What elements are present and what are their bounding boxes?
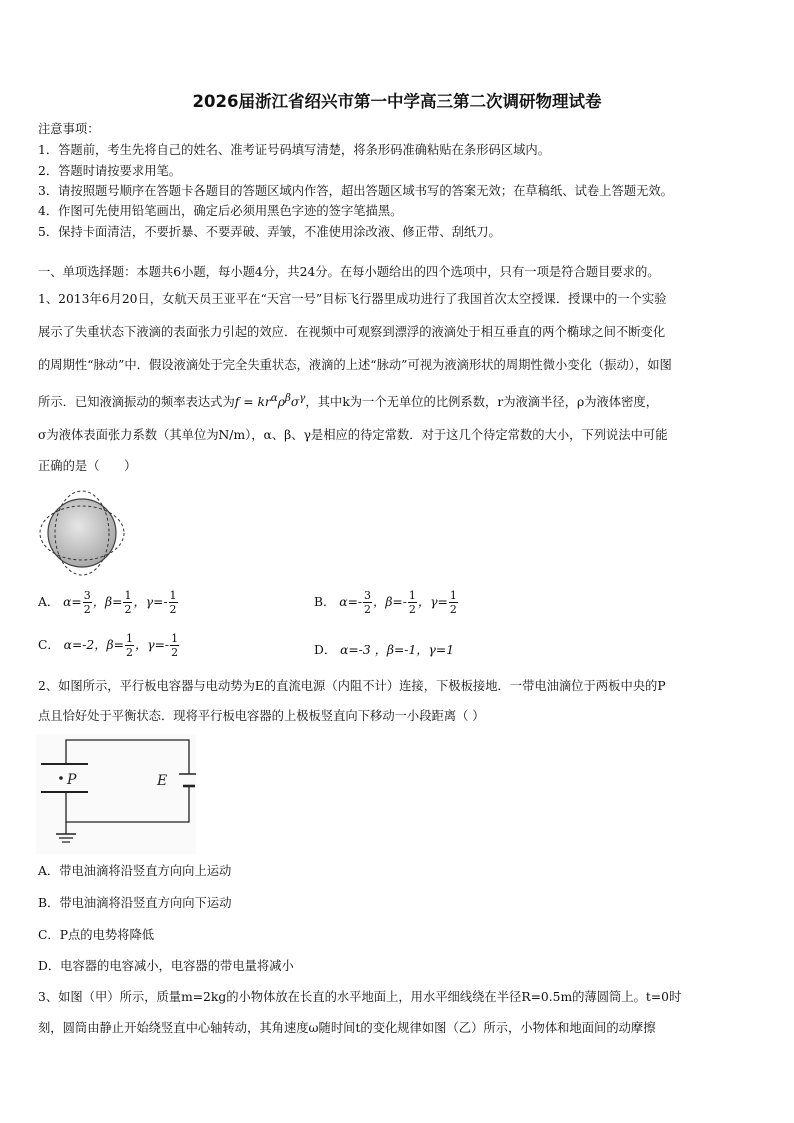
denominator: 2 [125, 646, 133, 659]
label-e: E [157, 773, 168, 789]
capacitor-circuit-figure [36, 734, 196, 854]
q3-line: 3、如图（甲）所示，质量m=2kg的小物体放在长直的水平地面上，用水平细线绕在半径R=0.5m的薄圆筒上。t=0时 [38, 990, 682, 1004]
q1-line4-post: ，其中k为一个无单位的比例系数，r为液滴半径，ρ为液体密度， [305, 395, 658, 410]
denominator: 2 [171, 646, 179, 659]
denominator: 2 [83, 603, 91, 616]
option-beta: ，β=- [373, 595, 407, 609]
fraction [83, 589, 92, 616]
q2-option-a: A．带电油滴将沿竖直方向向上运动 [38, 864, 232, 878]
fraction [170, 632, 179, 659]
numerator: 1 [449, 589, 457, 602]
denominator: 2 [364, 603, 372, 616]
q2-line: 2、如图所示，平行板电容器与电动势为E的直流电源（内阻不计）连接，下极板接地．一带电油滴位于两板中央的P [38, 679, 666, 693]
q1-line-formula [38, 389, 758, 411]
option-letter: B． [314, 595, 336, 609]
fraction [125, 632, 134, 659]
option-letter: A． [38, 595, 60, 609]
numerator: 1 [169, 589, 177, 602]
q2-option-d: D．电容器的电容减小，电容器的带电量将减小 [38, 959, 294, 973]
page-title: 2026届浙江省绍兴市第一中学高三第二次调研物理试卷 [192, 92, 602, 111]
formula-exp-alpha: α [270, 392, 278, 404]
option-letter: D． [314, 643, 337, 657]
notice-item: 3．请按照题号顺序在答题卡各题目的答题区域内作答，超出答题区域书写的答案无效；在草稿纸、试卷上答题无效。 [38, 184, 673, 198]
fraction [363, 589, 372, 616]
numerator: 3 [364, 589, 372, 602]
formula-f: f = kr [234, 395, 271, 410]
fraction [169, 589, 178, 616]
q1-line: 正确的是（ ） [38, 459, 137, 473]
fraction [408, 589, 417, 616]
numerator: 1 [125, 632, 133, 645]
option-beta: β= [106, 638, 124, 652]
option-alpha: α= [63, 595, 82, 609]
notice-item: 4．作图可先使用铅笔画出，确定后必须用黑色字迹的签字笔描黑。 [38, 204, 403, 218]
q1-option-a [38, 589, 179, 616]
numerator: 1 [124, 589, 132, 602]
formula-sigma: σ [290, 395, 300, 410]
q1-line: σ为液体表面张力系数（其单位为N/m），α、β、γ是相应的待定常数．对于这几个待定常数的大小，下列说法中可能 [38, 428, 668, 442]
q1-option-c [38, 632, 180, 659]
q3-line: 刻，圆筒由静止开始绕竖直中心轴转动，其角速度ω随时间t的变化规律如图（乙）所示，小物体和地面间的动摩擦 [38, 1021, 656, 1035]
fraction [449, 589, 458, 616]
notice-item: 1．答题前，考生先将自己的姓名、准考证号码填写清楚，将条形码准确粘贴在条形码区域内。 [38, 143, 550, 157]
numerator: 1 [408, 589, 416, 602]
droplet-figure [36, 487, 128, 579]
q2-option-b: B．带电油滴将沿竖直方向向下运动 [38, 896, 232, 910]
option-text: α=-3 ，β=-1，γ=1 [340, 643, 455, 657]
denominator: 2 [449, 603, 457, 616]
formula-exp-gamma: γ [299, 392, 306, 404]
denominator: 2 [169, 603, 177, 616]
q1-line4-pre: 所示．已知液滴振动的频率表达式为 [38, 395, 235, 410]
droplet-circle [48, 499, 116, 567]
q1-line: 的周期性“脉动”中．假设液滴处于完全失重状态，液滴的上述“脉动”可视为液滴形状的周期性微小变化（振动），如图 [38, 358, 672, 372]
frequency-formula [234, 392, 306, 410]
fraction [123, 589, 132, 616]
option-alpha: α=- [339, 595, 363, 609]
option-gamma: ，γ=- [134, 638, 170, 652]
option-gamma: ，γ=- [133, 595, 168, 609]
q1-option-b [314, 589, 459, 616]
notice-heading: 注意事项： [38, 122, 100, 136]
section-heading: 一、单项选择题：本题共6小题，每小题4分，共24分。在每小题给出的四个选项中，只有一项是符合题目要求的。 [38, 265, 660, 279]
numerator: 1 [171, 632, 179, 645]
notice-item: 2．答题时请按要求用笔。 [38, 164, 182, 178]
notice-item: 5．保持卡面清洁，不要折暴、不要弄破、弄皱，不准使用涂改液、修正带、刮纸刀。 [38, 225, 501, 239]
q2-option-c: C．P点的电势将降低 [38, 928, 155, 942]
denominator: 2 [124, 603, 132, 616]
figure-background [36, 734, 196, 854]
option-letter: C． [38, 638, 60, 652]
option-beta: ，β= [92, 595, 123, 609]
q1-option-d [314, 640, 454, 658]
oil-drop-point [59, 776, 63, 780]
q1-line: 展示了失重状态下液滴的表面张力引起的效应．在视频中可观察到漂浮的液滴处于相互垂直的两个椭球之间不断变化 [38, 325, 666, 339]
option-alpha: α=-2， [63, 638, 107, 652]
denominator: 2 [408, 603, 416, 616]
q2-line: 点且恰好处于平衡状态．现将平行板电容器的上极板竖直向下移动一小段距离（ ） [38, 709, 485, 723]
option-gamma: ，γ= [417, 595, 448, 609]
q1-line: 1、2013年6月20日，女航天员王亚平在“天宫一号”目标飞行器里成功进行了我国首次太空授课．授课中的一个实验 [38, 292, 667, 306]
numerator: 3 [83, 589, 91, 602]
formula-rho: ρ [277, 395, 285, 410]
formula-exp-beta: β [284, 392, 291, 404]
label-p: P [67, 772, 77, 788]
